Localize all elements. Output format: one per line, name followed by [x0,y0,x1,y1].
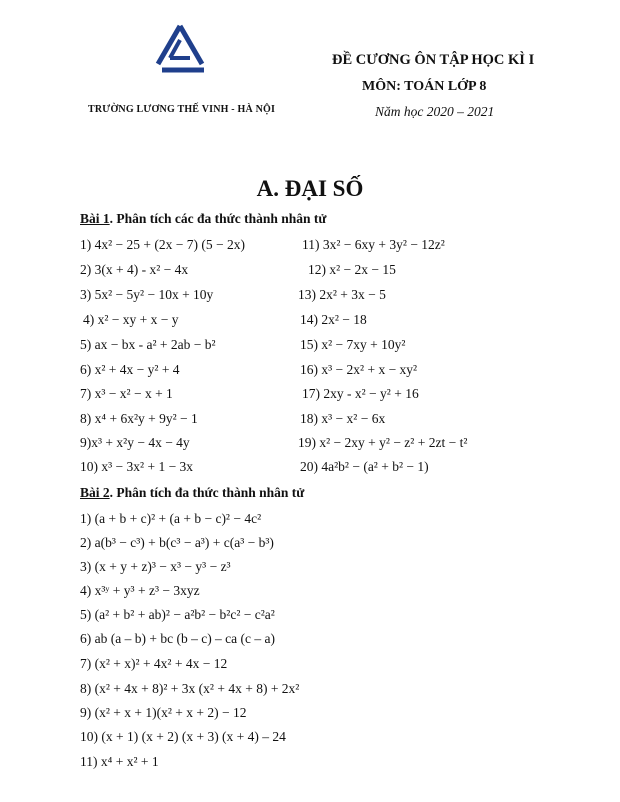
school-name: TRƯỜNG LƯƠNG THẾ VINH - HÀ NỘI [88,104,276,115]
exercise-1-title: . Phân tích các đa thức thành nhân tử [109,211,327,226]
ex1-item-5: 5) ax − bx - a² + 2ab − b² [80,337,216,352]
ex1-item-16: 16) x³ − 2x² + x − xy² [300,362,418,377]
ex1-item-12: 12) x² − 2x − 15 [308,262,396,277]
ex1-item-18: 18) x³ − x² − 6x [300,411,386,426]
exercise-1-heading [80,211,327,227]
ex2-item-7: 7) (x² + x)² + 4x² + 4x − 12 [80,656,228,671]
ex1-item-4: 4) x² − xy + x − y [83,312,179,327]
ex1-item-3: 3) 5x² − 5y² − 10x + 10y [80,287,214,302]
ex1-item-1: 1) 4x² − 25 + (2x − 7) (5 − 2x) [80,237,245,252]
exercise-2-heading [80,485,304,501]
ex1-item-20: 20) 4a²b² − (a² + b² − 1) [300,459,429,474]
ex2-item-1: 1) (a + b + c)² + (a + b − c)² − 4c² [80,511,262,526]
subject-label: MÔN: TOÁN LỚP 8 [362,79,487,94]
ex1-item-8: 8) x⁴ + 6x²y + 9y² − 1 [80,411,198,426]
ex2-item-4: 4) x³ʸ + y³ + z³ − 3xyz [80,583,200,598]
triangle-logo-icon [152,22,208,74]
ex1-item-11: 11) 3x² − 6xy + 3y² − 12z² [302,237,445,252]
section-title: A. ĐẠI SỐ [256,176,364,201]
document-title: ĐỀ CƯƠNG ÔN TẬP HỌC KÌ I [332,52,535,68]
ex2-item-9: 9) (x² + x + 1)(x² + x + 2) − 12 [80,705,247,720]
ex2-item-6: 6) ab (a – b) + bc (b – c) – ca (c – a) [80,631,276,646]
ex2-item-10: 10) (x + 1) (x + 2) (x + 3) (x + 4) – 24 [80,729,286,744]
exercise-2-title: . Phân tích đa thức thành nhân tử [109,485,305,500]
ex1-item-19: 19) x² − 2xy + y² − z² + 2zt − t² [298,435,468,450]
ex2-item-11: 11) x⁴ + x² + 1 [80,754,159,769]
ex1-item-14: 14) 2x² − 18 [300,312,367,327]
ex2-item-3: 3) (x + y + z)³ − x³ − y³ − z³ [80,559,231,574]
ex1-item-6: 6) x² + 4x − y² + 4 [80,362,180,377]
ex1-item-9: 9)x³ + x²y − 4x − 4y [80,435,190,450]
ex2-item-5: 5) (a² + b² + ab)² − a²b² − b²c² − c²a² [80,607,275,622]
ex1-item-2: 2) 3(x + 4) - x² − 4x [80,262,189,277]
exercise-2-number: Bài 2 [80,485,110,500]
ex1-item-10: 10) x³ − 3x² + 1 − 3x [80,459,194,474]
ex1-item-7: 7) x³ − x² − x + 1 [80,386,173,401]
ex1-item-13: 13) 2x² + 3x − 5 [298,287,386,302]
exercise-1-number: Bài 1 [80,211,110,226]
ex2-item-2: 2) a(b³ − c³) + b(c³ − a³) + c(a³ − b³) [80,535,274,550]
ex1-item-15: 15) x² − 7xy + 10y² [300,337,406,352]
ex2-item-8: 8) (x² + 4x + 8)² + 3x (x² + 4x + 8) + 2x² [80,681,300,696]
ex1-item-17: 17) 2xy - x² − y² + 16 [302,386,419,401]
school-year: Năm học 2020 – 2021 [375,104,495,119]
